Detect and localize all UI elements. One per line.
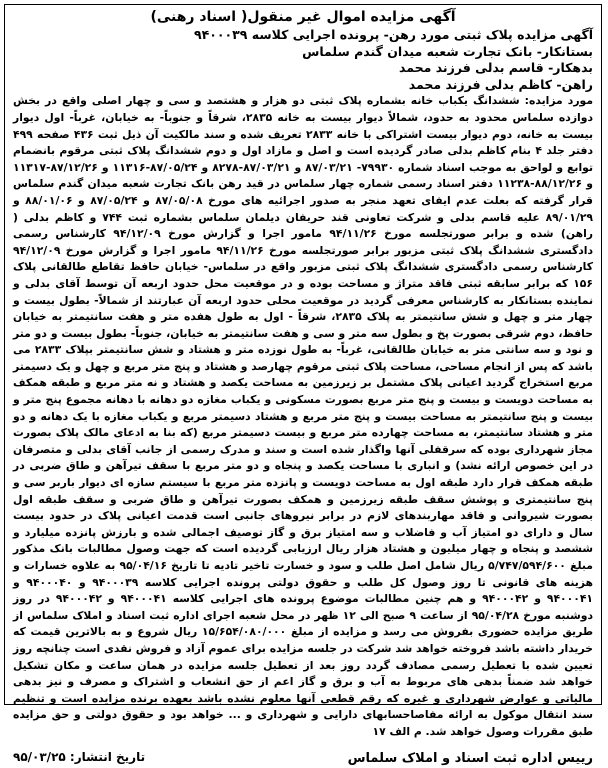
publish-date: تاریخ انتشار: ۹۵/۰۳/۲۵ (13, 749, 146, 764)
auction-notice (4, 4, 602, 766)
signature-line: رییس اداره ثبت اسناد و املاک سلماس (347, 750, 593, 766)
mortgagor-line: راهن- کاظم بدلی فرزند محمد (408, 76, 593, 92)
debtor-line: بدهکار- قاسم بدلی فرزند محمد (399, 60, 593, 76)
notice-title: آگهی مزایده اموال غیر منقول( اسناد رهنی) (150, 9, 456, 25)
case-line: آگهی مزایده پلاک ثبتی مورد رهن- پرونده اجرایی کلاسه ۹۴۰۰۰۳۹ (194, 27, 593, 42)
creditor-line: بستانکار- بانک تجارت شعبه میدان گندم سلماس (302, 43, 593, 59)
notice-body: مورد مزایده: ششدانگ یکباب خانه بشماره پلاک ثبتی دو هزار و هشتصد و سی و چهار اصلی واقع در بخش دوازده سلماس محدود به حدود، شمالاً دیوار بیست به خانه ۲۸۳۵، شرقاً و جنوباً- به خیابان، غرباً- اول دیوار بیست به خانه، دوم دیوار بیست اشتراکی با خانه ۲۸۳۳ تعریف شده و سند مالکیت آن ذیل ثبت ۴۳۶ صفحه ۴۹۹ دفتر جلد ۴ بنام کاظم بدلی صادر گردیده است و اصل و مازاد اول و دوم ششدانگ پلاک ثبتی مرقوم بانضمام توابع و لواحق به موجب اسناد شماره ۷۹۹۳۰- ۸۷/۰۳/۲۱ و ۸۷/۰۳/۲۱-۸۲۷۸ و ۸۷/۰۵/۲۴-۱۱۳۱۶ و ۸۷/۱۲/۲۶-۱۱۳۱۷ و ۸۸/۱۲/۲۶-۱۱۲۳۸ دفتر اسناد رسمی شماره چهار سلماس در قید رهن بانک تجارت شعبه میدان گندم سلماس قرار گرفته که بعلت عدم ایفای تعهد منجر به صدور اجرائیه های مورخ ۸۷/۰۵/۰۸ و ۸۷/۰۵/۲۴ و ۸۸/۰۱/۰۶ و ۸۹/۰۱/۲۹ علیه قاسم بدلی و شرکت تعاونی قند حریفان دیلمان سلماس بشماره ثبت ۷۴۴ و کاظم بدلی ( راهن) شده و برابر صورتجلسه مورخ ۹۴/۱۱/۲۶ مامور اجرا و گزارش مورخ ۹۴/۱۲/۰۹ کارشناس رسمی دادگستری ششدانگ پلاک ثبتی مزبور برابر صورتجلسه مورخ ۹۴/۱۱/۲۶ مامور اجرا و گزارش مورخ ۹۴/۱۲/۰۹ کارشناس رسمی دادگستری ششدانگ پلاک ثبتی مزبور واقع در سلماس- خیابان حافظ تقاطع طالقانی پلاک ۱۵۶ که برابر سابقه ثبتی فاقد متراژ و مساحت بوده و در موقعیت محل حدود اربعه آن توسط آقای بدلی و نماینده بستانکار به کارشناس معرفی گردید در موقعیت محلی حدود اربعه آن عبارتند از شمالاً- بطول بیست و چهار متر و چهل و شش سانتیمتر به پلاک ۲۸۳۵، شرقاً - اول به طول هفده متر و هفت سانتیمتر به خیابان حافظ، دوم شرقی بصورت پخ و بطول سه متر و سی و هفت سانتیمتر به خیابان، جنوباً- بطول بیست و دو متر و نود و سه سانتی متر به خیابان طالقانی، غرباً- به طول نوزده متر و هشتاد و شش سانتیمتر بپلاک ۲۸۳۳ می باشد که پس از انجام مساحی، مساحت پلاک ثبتی مرقوم چهارصد و هشتاد و پنج متر مربع و چهل و یک دسیمتر مربع استخراج گردید اعیانی پلاک مشتمل بر زیرزمین به مساحت یکصد و هشتاد و نه متر مربع و طبقه همکف به مساحت دویست و بیست و پنج متر مربع بصورت مسکونی و یکباب مغازه دو دهانه با دهانه مجموع پنج متر و بیست و پنج سانتیمتر به مساحت بیست و پنج متر مربع و هشتاد دسیمتر مربع و یکباب مغازه با یک دهانه و دو متر و هشتاد سانتیمتر، به مساحت چهارده متر مربع و بیست دسیمتر مربع (که بنا به ادعای مالک پلاک بصورت مجاز شهرداری بوده که سرقفلی آنها واگذار شده است و سند و مدرک رسمی از جانب آقای بدلی و متصرفان در این خصوص ارائه نشد) و انباری با مساحت یکصد و پنجاه و دو متر مربع با سقف تیرآهن و طاق ضربی در طبقه همکف قرار دارد طبقه اول به مساحت دویست و پانزده متر مربع با سیستم سازه ای دیوار باربر سی و پنج سانتیمتری و پوشش سقف طبقه زیرزمین و همکف بصورت تیرآهن و طاق ضربی و سقف طبقه اول بصورت شیروانی و فاقد مهاربندهای لازم در برابر نیروهای جانبی است قدمت اعیانی پلاک در حدود بیست سال و دارای دو امتیاز آب و فاضلاب و سه امتیاز برق و گاز توصیف اجمالی شده و بارزش پانزده میلیارد و ششصد و پنجاه و چهار میلیون و هشتاد هزار ریال ارزیابی گردیده است که جهت وصول مطالبات بانک مذکور مبلغ ۵/۷۴۷/۵۹۴/۶۰۰ ریال شامل اصل طلب و سود و خسارت تاخیر تادیه تا تاریخ ۹۵/۰۴/۱۶ به علاوه خسارات و هزینه های قانونی تا روز وصول کل طلب و حقوق دولتی پرونده اجرایی کلاسه ۹۴۰۰۰۳۹ و ۹۴۰۰۰۴۰ و ۹۴۰۰۰۴۱ و ۹۴۰۰۰۴۲ و هم چنین مطالبات موضوع پرونده های اجرایی کلاسه ۹۴۰۰۰۴۱ و ۹۴۰۰۰۴۲ در روز دوشنبه مورخ ۹۵/۰۴/۲۸ از ساعت ۹ صبح الی ۱۲ ظهر در محل شعبه اجرای اداره ثبت اسناد و املاک سلماس از طریق مزایده حضوری بفروش می رسد و مزایده از مبلغ ۱۵/۶۵۴/۰۸۰/۰۰۰ ریال شروع و به بالاترین قیمت که خریدار داشته باشد فروخته خواهد شد شرکت در جلسه مزایده برای عموم آزاد و فروش نقدی است چنانچه روز تعیین شده با تعطیل رسمی مصادف گردد روز بعد از تعطیل جلسه مزایده در همان ساعت و مکان تشکیل خواهد شد ضمناً بدهی های مربوط به آب و برق و گاز اعم از حق انشعاب و اشتراک و مصرف و نیز بدهی مالیاتی و عوارض شهرداری و غیره که رقم قطعی آنها معلوم نشده باشد بعهده برنده مزایده است و تنظیم سند انتقال موکول به ارائه مفاصاحسابهای دارایی و شهرداری و ... خواهد بود و حقوق دولتی و حق مزایده طبق مقررات وصول خواهد شد. م الف ۱۷ (13, 94, 594, 738)
